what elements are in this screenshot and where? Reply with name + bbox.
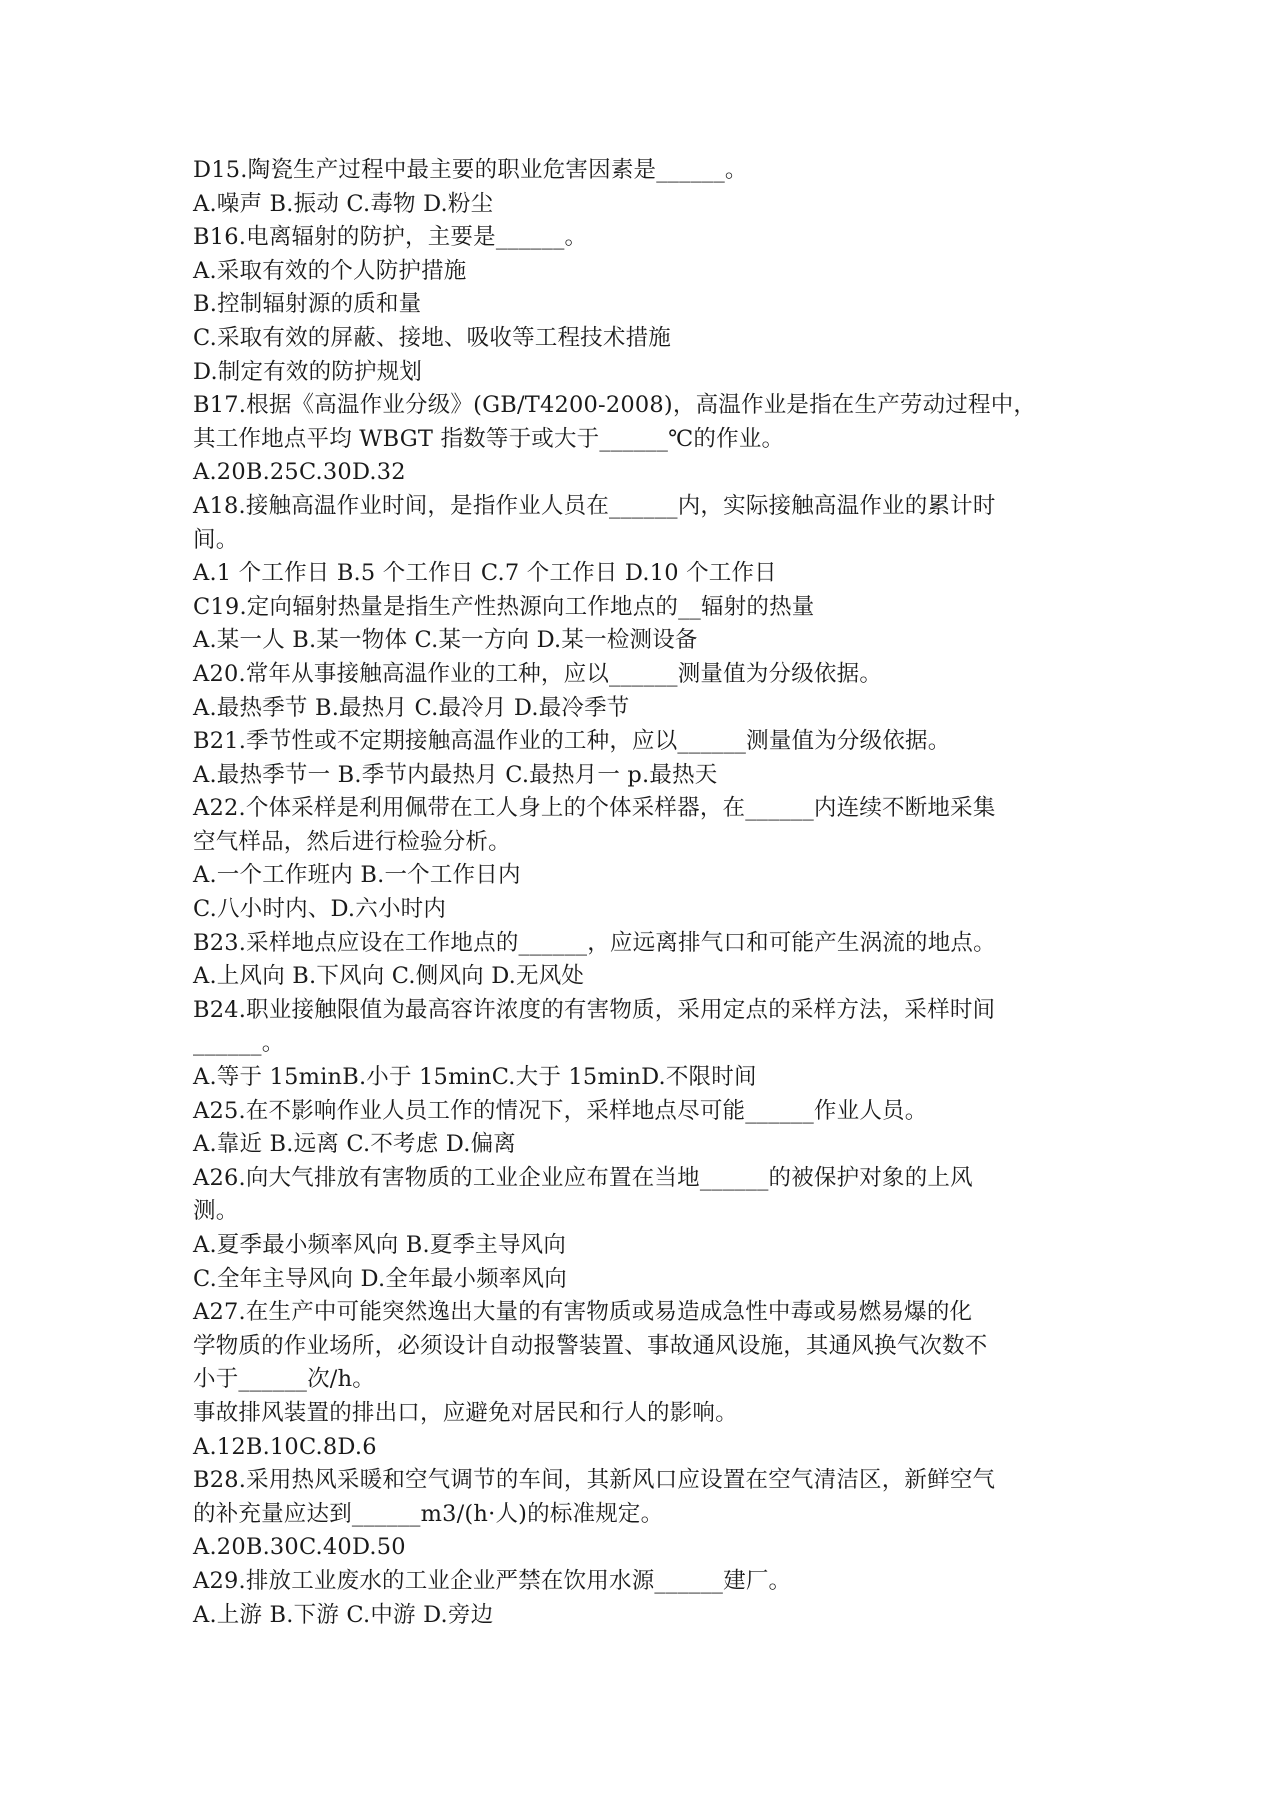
text-line: A.靠近 B.远离 C.不考虑 D.偏离 xyxy=(193,1131,516,1158)
text-line: A.噪声 B.振动 C.毒物 D.粉尘 xyxy=(193,190,494,217)
text-line: A27.在生产中可能突然逸出大量的有害物质或易造成急性中毒或易燃易爆的化 xyxy=(193,1299,973,1326)
text-line: A.上游 B.下游 C.中游 D.旁边 xyxy=(193,1601,494,1628)
text-line: 测。 xyxy=(193,1198,239,1225)
text-line: A.某一人 B.某一物体 C.某一方向 D.某一检测设备 xyxy=(193,627,698,654)
text-line: D15.陶瓷生产过程中最主要的职业危害因素是______。 xyxy=(193,157,748,183)
text-line: 的补充量应达到______m3/(h·人)的标准规定。 xyxy=(193,1500,664,1527)
text-line: A.最热季节一 B.季节内最热月 C.最热月一 p.最热天 xyxy=(193,761,718,788)
text-line: ______。 xyxy=(193,1030,285,1057)
text-line: A.1 个工作日 B.5 个工作日 C.7 个工作日 D.10 个工作日 xyxy=(193,560,777,587)
text-line: 学物质的作业场所，必须设计自动报警装置、事故通风设施，其通风换气次数不 xyxy=(193,1332,988,1359)
text-line: B17.根据《高温作业分级》(GB/T4200-2008)，高温作业是指在生产劳动过程中， xyxy=(193,392,1037,419)
text-line: 事故排风装置的排出口，应避免对居民和行人的影响。 xyxy=(193,1399,738,1426)
text-line: D.制定有效的防护规划 xyxy=(193,358,423,385)
text-line: A.12B.10C.8D.6 xyxy=(193,1433,377,1460)
text-line: A.20B.25C.30D.32 xyxy=(193,459,406,486)
text-line: C.八小时内、D.六小时内 xyxy=(193,896,447,923)
text-line: B24.职业接触限值为最高容许浓度的有害物质，采用定点的采样方法，采样时间 xyxy=(193,996,996,1023)
text-line: B23.采样地点应设在工作地点的______，应远离排气口和可能产生涡流的地点。 xyxy=(193,929,996,956)
text-line: A.夏季最小频率风向 B.夏季主导风向 xyxy=(193,1232,567,1258)
text-line: B.控制辐射源的质和量 xyxy=(193,291,422,318)
text-line: A29.排放工业废水的工业企业严禁在饮用水源______建厂。 xyxy=(193,1567,792,1594)
text-line: A.上风向 B.下风向 C.侧风向 D.无风处 xyxy=(193,963,585,990)
document-body xyxy=(193,154,1093,1632)
text-line: B16.电离辐射的防护，主要是______。 xyxy=(193,224,588,251)
text-line: C.采取有效的屏蔽、接地、吸收等工程技术措施 xyxy=(193,324,671,351)
text-line: 间。 xyxy=(193,526,239,553)
text-line: B21.季节性或不定期接触高温作业的工种，应以______测量值为分级依据。 xyxy=(193,728,951,755)
text-line: A18.接触高温作业时间，是指作业人员在______内，实际接触高温作业的累计时 xyxy=(193,492,996,519)
text-line: 其工作地点平均 WBGT 指数等于或大于______℃的作业。 xyxy=(193,425,785,452)
text-line: B28.采用热风采暖和空气调节的车间，其新风口应设置在空气清洁区，新鲜空气 xyxy=(193,1467,996,1494)
text-line: A.采取有效的个人防护措施 xyxy=(193,257,467,284)
text-line: 小于______次/h。 xyxy=(193,1366,375,1393)
text-line: A.20B.30C.40D.50 xyxy=(193,1534,406,1561)
text-line: C19.定向辐射热量是指生产性热源向工作地点的__辐射的热量 xyxy=(193,593,815,620)
text-line: A25.在不影响作业人员工作的情况下，采样地点尽可能______作业人员。 xyxy=(193,1097,928,1124)
text-line: A.等于 15minB.小于 15minC.大于 15minD.不限时间 xyxy=(193,1064,757,1091)
text-line: C.全年主导风向 D.全年最小频率风向 xyxy=(193,1265,567,1292)
text-line: A22.个体采样是利用佩带在工人身上的个体采样器，在______内连续不断地采集 xyxy=(193,795,996,822)
text-line: 空气样品，然后进行检验分析。 xyxy=(193,828,511,855)
text-line: A26.向大气排放有害物质的工业企业应布置在当地______的被保护对象的上风 xyxy=(193,1164,973,1191)
text-line: A.一个工作班内 B.一个工作日内 xyxy=(193,862,521,889)
text-line: A.最热季节 B.最热月 C.最冷月 D.最冷季节 xyxy=(193,694,630,721)
text-line: A20.常年从事接触高温作业的工种，应以______测量值为分级依据。 xyxy=(193,660,883,687)
